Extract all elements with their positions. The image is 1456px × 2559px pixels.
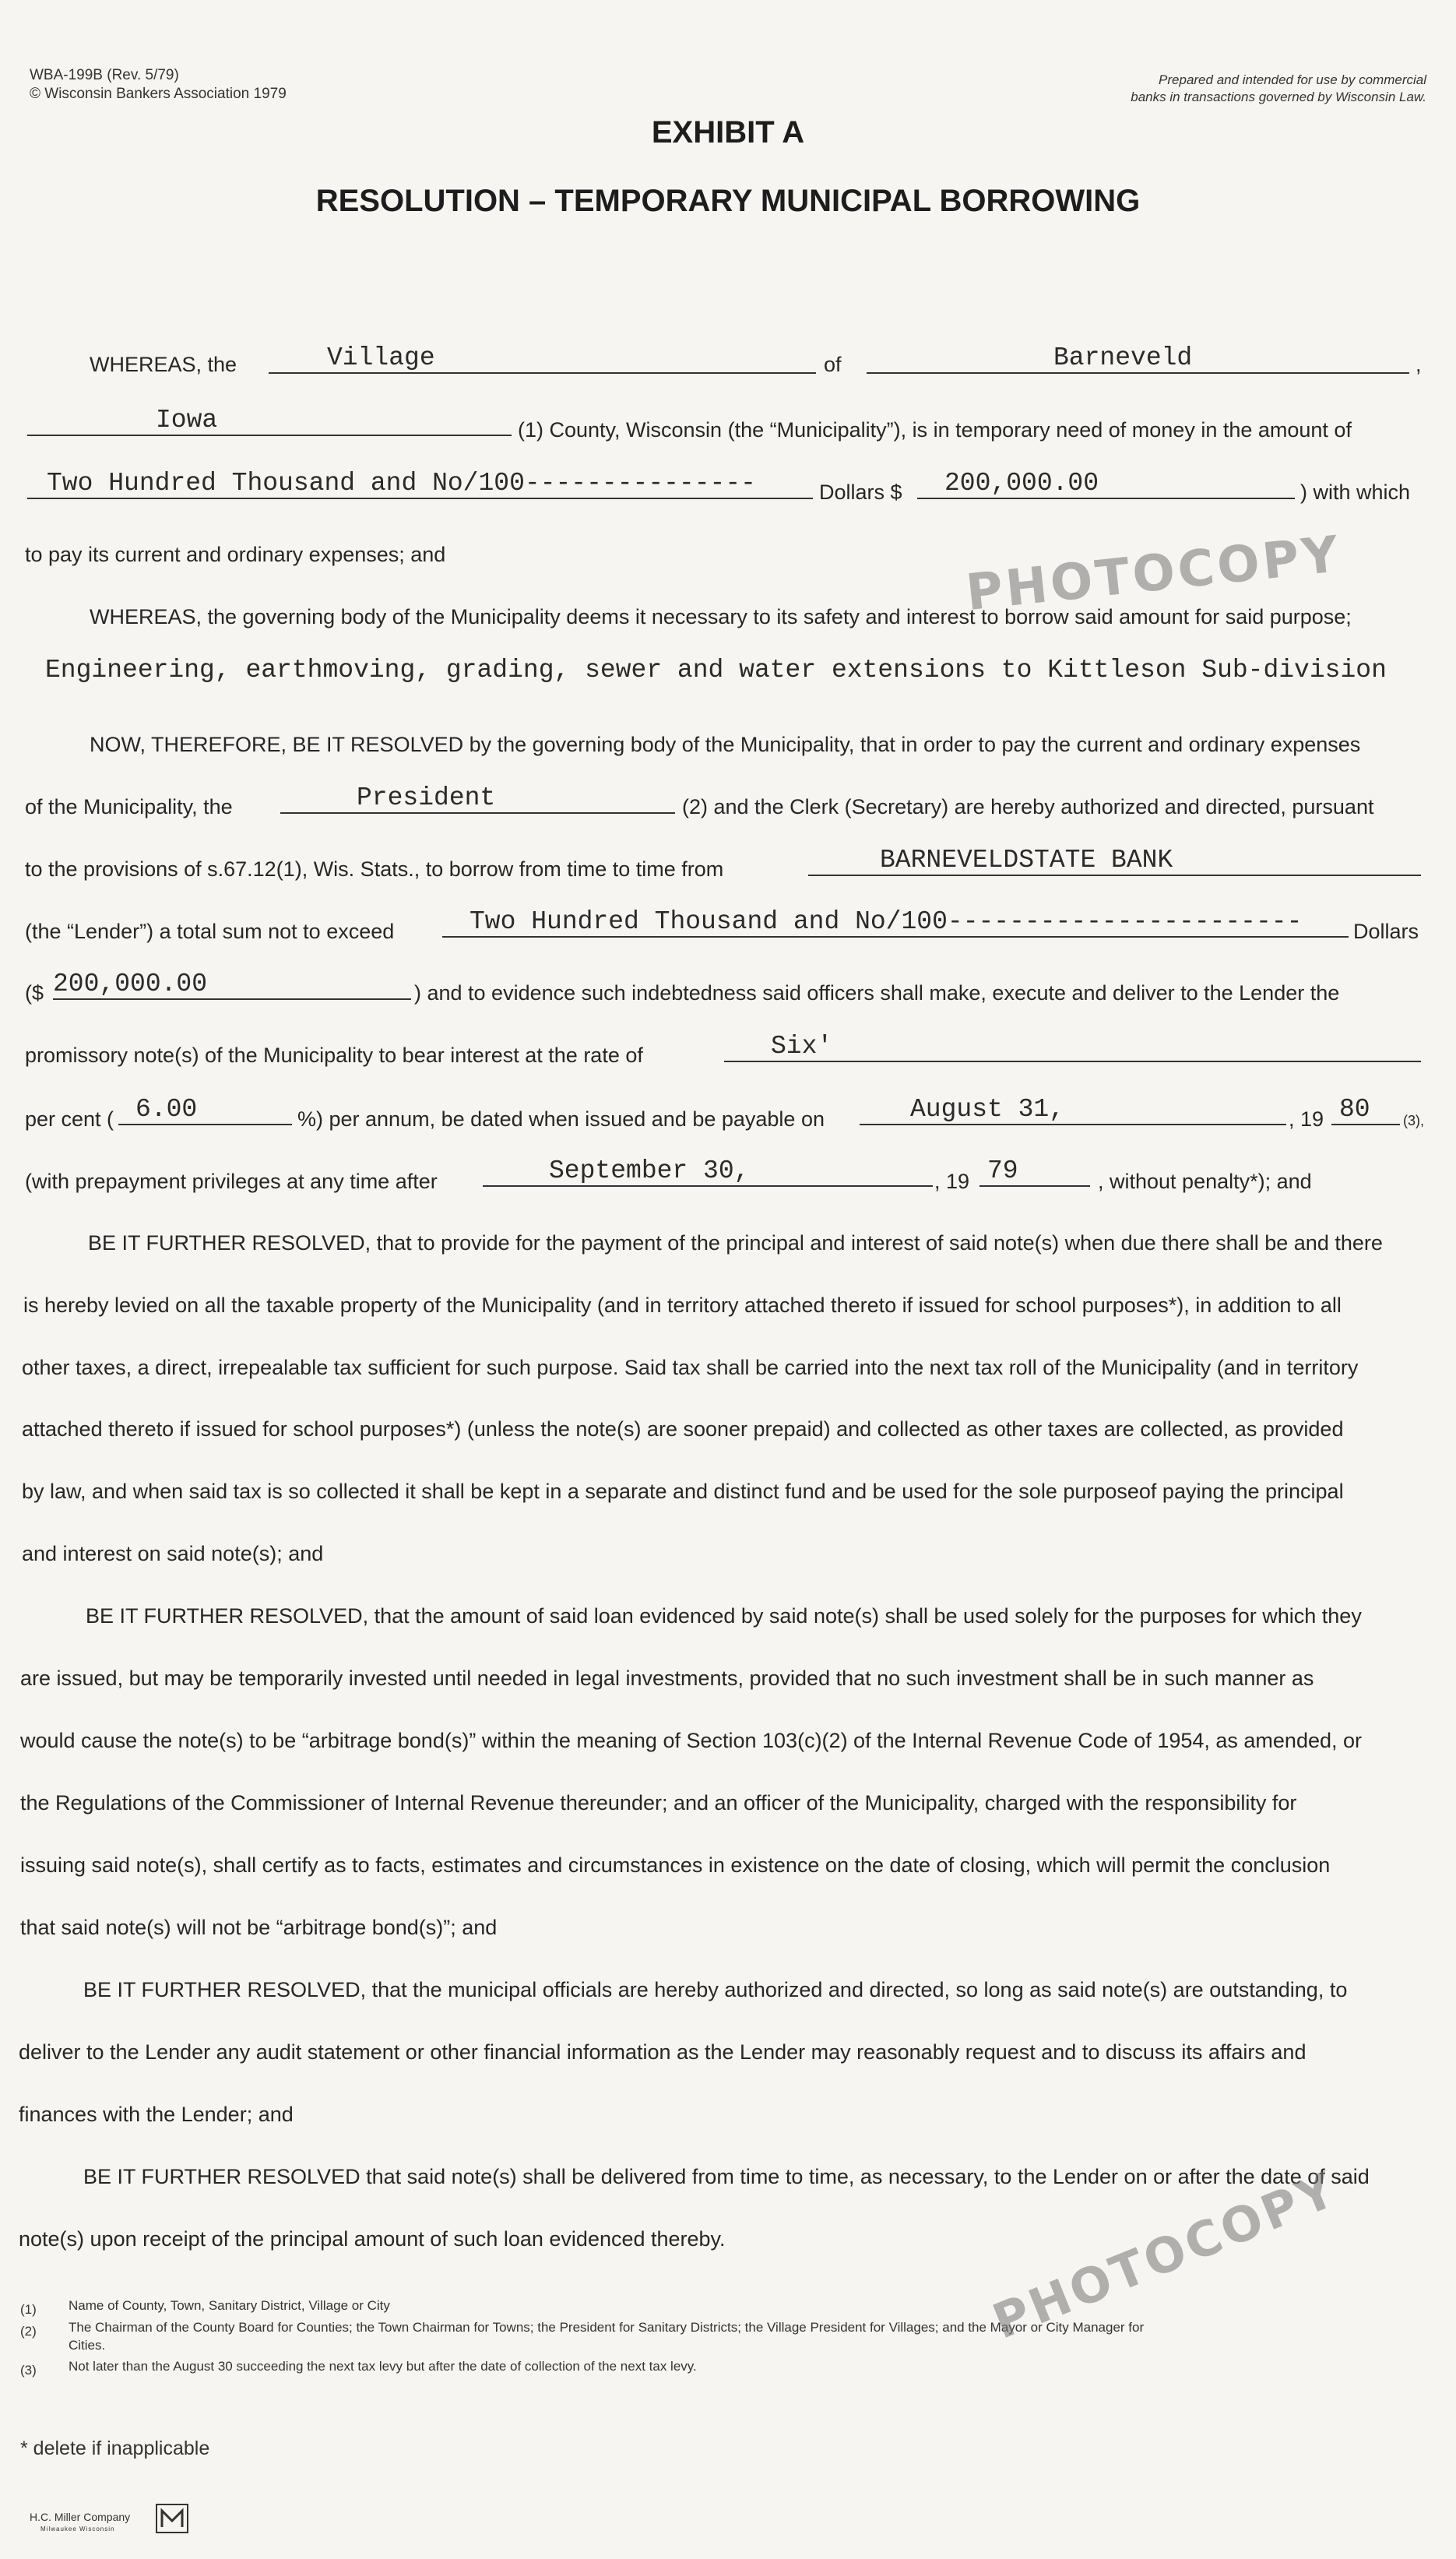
paragraph-1-line-2: is hereby levied on all the taxable property of the Municipality (and in territory attached thereto if issued for school purposes*), in addition to all	[23, 1294, 1342, 1317]
of-municipality-label: of the Municipality, the	[25, 795, 233, 818]
printer-name: H.C. Miller Company	[30, 2511, 131, 2523]
municipality-name-field[interactable]: Barneveld	[867, 343, 1409, 374]
amount-words-field[interactable]: Two Hundred Thousand and No/100---------------	[27, 468, 813, 499]
promissory-text: promissory note(s) of the Municipality to bear interest at the rate of	[25, 1044, 643, 1067]
rate-percent-field[interactable]: 6.00	[118, 1094, 292, 1125]
year-prefix-label: , 19	[1289, 1107, 1324, 1131]
clerk-text: (2) and the Clerk (Secretary) are hereby authorized and directed, pursuant	[682, 795, 1374, 818]
paragraph-1-line-5: by law, and when said tax is so collected it shall be kept in a separate and distinct fund and be used for the sole purposeof paying the principal	[22, 1480, 1344, 1503]
photocopy-stamp: PHOTOCOPY	[963, 525, 1345, 623]
copyright-line: © Wisconsin Bankers Association 1979	[30, 86, 287, 102]
dollar-open-label: ($	[25, 981, 44, 1005]
municipality-type-field[interactable]: Village	[269, 343, 816, 374]
paragraph-2-line-6: that said note(s) will not be “arbitrage bond(s)”; and	[20, 1916, 498, 1939]
whereas-governing-text: WHEREAS, the governing body of the Municipality deems it necessary to its safety and interest to borrow said amount for said purpose;	[90, 605, 1352, 628]
whereas-label: WHEREAS, the	[90, 353, 237, 376]
paragraph-2-line-1: BE IT FURTHER RESOLVED, that the amount of said loan evidenced by said note(s) shall be used solely for the purposes for which they	[86, 1604, 1362, 1628]
paragraph-1-line-4: attached thereto if issued for school purposes*) (unless the note(s) are sooner prepaid) and collected as other taxes are collected, as provided	[22, 1417, 1344, 1441]
purpose-field[interactable]: Engineering, earthmoving, grading, sewer and water extensions to Kittleson Sub-division	[45, 656, 1387, 685]
paragraph-2-line-4: the Regulations of the Commissioner of Internal Revenue thereunder; and an officer of the Municipality, charged with the responsibility for	[20, 1791, 1297, 1815]
lender-field[interactable]: BARNEVELDSTATE BANK	[808, 845, 1421, 876]
notice-line-1: Prepared and intended for use by commercial	[1159, 72, 1426, 87]
form-number: WBA-199B (Rev. 5/79)	[30, 67, 179, 83]
footnote-2-text: The Chairman of the County Board for Counties; the Town Chairman for Towns; the President for Sanitary Districts; the Village President for Villages; and the Mayor or City Manager for	[69, 2320, 1145, 2335]
exhibit-title: EXHIBIT A	[651, 115, 805, 150]
county-field[interactable]: Iowa	[27, 405, 512, 436]
footnote-3-number: (3)	[20, 2363, 37, 2378]
of-label: of	[824, 353, 842, 376]
notice-line-2: banks in transactions governed by Wisconsin Law.	[1131, 90, 1426, 104]
delete-note: * delete if inapplicable	[20, 2438, 210, 2459]
rate-words-field[interactable]: Six'	[724, 1031, 1421, 1062]
officer-field[interactable]: President	[280, 783, 675, 814]
per-cent-label: per cent (	[25, 1107, 114, 1131]
paragraph-2-line-2: are issued, but may be temporarily invested until needed in legal investments, provided that no such investment shall be in such manner as	[20, 1667, 1314, 1690]
payable-date-field[interactable]: August 31,	[860, 1094, 1286, 1125]
prepay-year-field[interactable]: 79	[979, 1156, 1090, 1187]
paragraph-3-line-1: BE IT FURTHER RESOLVED, that the municipal officials are hereby authorized and directed, so long as said note(s) are outstanding, to	[83, 1978, 1348, 2001]
evidence-text: ) and to evidence such indebtedness said officers shall make, execute and deliver to the Lender the	[414, 981, 1340, 1005]
printer-logo-icon	[156, 2504, 188, 2533]
county-text: (1) County, Wisconsin (the “Municipality”), is in temporary need of money in the amount of	[518, 418, 1352, 442]
photocopy-stamp-2: PHOTOCOPY	[985, 2160, 1345, 2350]
comma-label: ,	[1416, 353, 1422, 376]
now-therefore-text: NOW, THEREFORE, BE IT RESOLVED by the governing body of the Municipality, that in order to pay the current and ordinary expenses	[90, 733, 1361, 756]
paragraph-2-line-3: would cause the note(s) to be “arbitrage bond(s)” within the meaning of Section 103(c)(2) of the Internal Revenue Code of 1954, as amended, or	[20, 1729, 1363, 1752]
footnote-2-number: (2)	[20, 2324, 37, 2339]
footnote-2-continued: Cities.	[69, 2338, 106, 2353]
paragraph-3-line-2: deliver to the Lender any audit statement or other financial information as the Lender may reasonably request and to discuss its affairs and	[19, 2040, 1307, 2064]
pay-expenses-text: to pay its current and ordinary expenses; and	[25, 543, 446, 566]
printer-city: Milwaukee Wisconsin	[40, 2526, 115, 2533]
resolution-title: RESOLUTION – TEMPORARY MUNICIPAL BORROWING	[315, 184, 1141, 218]
total-dollars-field[interactable]: 200,000.00	[53, 969, 411, 1000]
total-words-field[interactable]: Two Hundred Thousand and No/100-----------------------	[442, 906, 1349, 938]
footnote-1-text: Name of County, Town, Sanitary District, Village or City	[69, 2298, 390, 2313]
paragraph-2-line-5: issuing said note(s), shall certify as to facts, estimates and circumstances in existence on the date of closing, which will permit the conclusion	[20, 1853, 1331, 1877]
prepay-text: (with prepayment privileges at any time after	[25, 1170, 438, 1193]
payable-year-field[interactable]: 80	[1331, 1094, 1400, 1125]
paragraph-3-line-3: finances with the Lender; and	[19, 2103, 294, 2126]
footnote-1-number: (1)	[20, 2302, 37, 2317]
dollars-label: Dollars	[1353, 920, 1419, 943]
amount-dollars-field[interactable]: 200,000.00	[917, 468, 1295, 499]
without-penalty-text: , without penalty*); and	[1098, 1170, 1312, 1193]
paragraph-1-line-3: other taxes, a direct, irrepealable tax sufficient for such purpose. Said tax shall be carried into the next tax roll of the Municipality (and in territory	[22, 1356, 1359, 1379]
dollars-sign-label: Dollars $	[819, 480, 902, 504]
paragraph-1-line-6: and interest on said note(s); and	[22, 1542, 324, 1565]
note-3-ref: (3),	[1403, 1113, 1424, 1128]
with-which-label: ) with which	[1300, 480, 1411, 504]
paragraph-4-line-2: note(s) upon receipt of the principal amount of such loan evidenced thereby.	[19, 2227, 726, 2251]
per-annum-text: %) per annum, be dated when issued and be payable on	[297, 1107, 825, 1131]
lender-label-text: (the “Lender”) a total sum not to exceed	[25, 920, 395, 943]
prepay-date-field[interactable]: September 30,	[483, 1156, 933, 1187]
paragraph-1-line-1: BE IT FURTHER RESOLVED, that to provide for the payment of the principal and interest of said note(s) when due there shall be and there	[88, 1231, 1383, 1255]
year-prefix-label-2: , 19	[934, 1170, 970, 1193]
paragraph-4-line-1: BE IT FURTHER RESOLVED that said note(s) shall be delivered from time to time, as necessary, to the Lender on or after the date of said	[83, 2165, 1370, 2188]
provisions-text: to the provisions of s.67.12(1), Wis. Stats., to borrow from time to time from	[25, 857, 724, 881]
footnote-3-text: Not later than the August 30 succeeding the next tax levy but after the date of collection of the next tax levy.	[69, 2359, 697, 2374]
